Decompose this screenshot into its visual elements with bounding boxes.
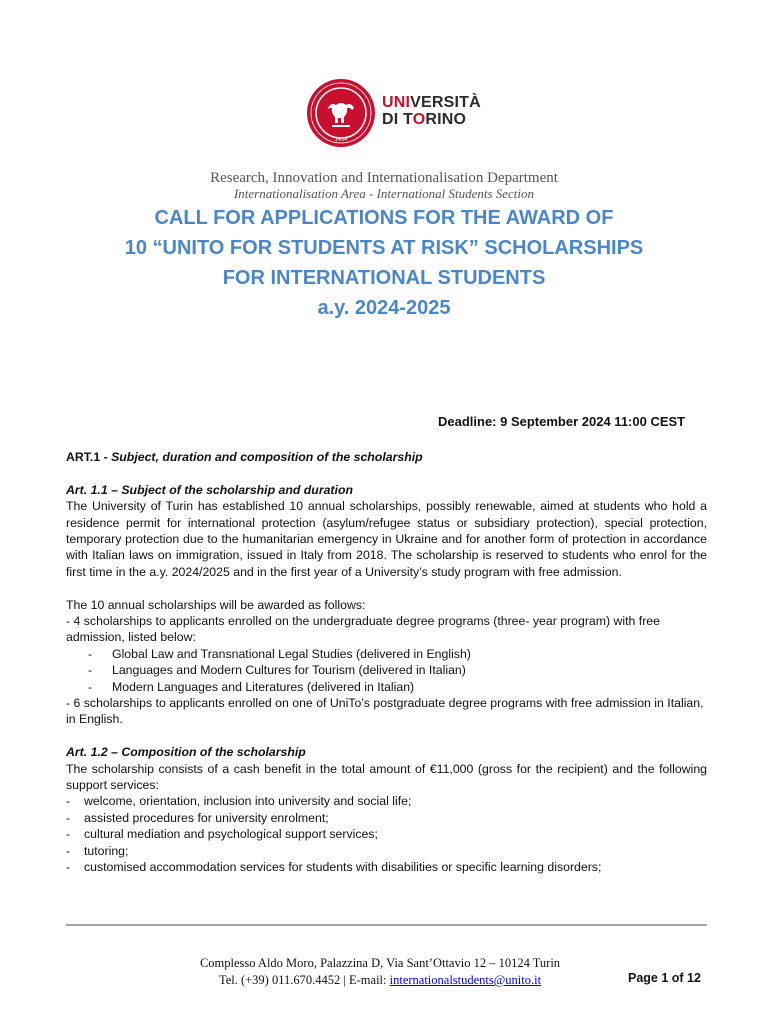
article-1-1-heading: Art. 1.1 – Subject of the scholarship and duration <box>66 482 353 497</box>
university-logo <box>306 78 766 148</box>
list-item: - Modern Languages and Literatures (delivered in Italian) <box>66 679 707 695</box>
department-header <box>0 170 768 201</box>
department-area: Internationalisation Area - International Students Section <box>233 186 535 201</box>
article-1-heading <box>66 449 707 465</box>
title-line-3: FOR INTERNATIONAL STUDENTS <box>222 267 546 289</box>
logo-uni: UNI <box>382 94 411 111</box>
program-list <box>66 646 707 695</box>
article-1-title: Subject, duration and composition of the scholarship <box>111 450 423 464</box>
logo-versita: VERSITÀ <box>410 94 481 111</box>
list-item: - assisted procedures for university enrolment; <box>66 810 707 826</box>
logo-di-t: DI T <box>382 111 413 128</box>
department-name: Research, Innovation and Internationalisation Department <box>210 170 558 186</box>
page-number: Page 1 of 12 <box>628 971 701 985</box>
undergrad-awards: - 4 scholarships to applicants enrolled on the undergraduate degree programs (three- year program) with free admission, listed below: <box>66 614 660 645</box>
footer-divider <box>66 924 707 926</box>
logo-rino: RINO <box>425 111 467 128</box>
list-item: - cultural mediation and psychological support services; <box>66 826 707 842</box>
list-item: - Global Law and Transnational Legal Studies (delivered in English) <box>66 646 707 662</box>
article-1-1-text: The University of Turin has established 10 annual scholarships, possibly renewable, aimed at students who hold a residence permit for international protection (asylum/refugee status or subsidiary protection), special protection, temporary protection due to the humanitarian emergency in Ukraine and for another form of protection in accordance with Italian laws on immigration, issued in Italy from 2018. The scholarship is reserved to students who enrol for the first time in the a.y. 2024/2025 and in the first year of a University’s study program with free admission. <box>66 499 707 579</box>
list-item: - Languages and Modern Cultures for Tourism (delivered in Italian) <box>66 662 707 678</box>
title-line-1: CALL FOR APPLICATIONS FOR THE AWARD OF <box>154 207 614 229</box>
footer-email-link[interactable]: internationalstudents@unito.it <box>389 973 542 987</box>
document-body <box>66 449 707 876</box>
article-1-2-text: The scholarship consists of a cash benefit in the total amount of €11,000 (gross for the recipient) and the following support services: <box>66 761 707 793</box>
seal-year: 1404 <box>334 137 348 143</box>
footer-contact <box>150 955 610 989</box>
list-item: - customised accommodation services for students with disabilities or specific learning disorders; <box>66 859 707 875</box>
footer-phone: Tel. (+39) 011.670.4452 | E-mail: <box>218 973 390 987</box>
logo-o: O <box>412 111 426 128</box>
award-intro: The 10 annual scholarships will be awarded as follows: <box>66 597 366 612</box>
document-title <box>0 203 768 323</box>
article-1-label: ART.1 - <box>66 450 112 464</box>
services-list <box>66 793 707 875</box>
title-line-4: a.y. 2024-2025 <box>317 297 451 319</box>
list-item: - welcome, orientation, inclusion into university and social life; <box>66 793 707 809</box>
footer-address: Complesso Aldo Moro, Palazzina D, Via Sant’Ottavio 12 – 10124 Turin <box>199 956 561 970</box>
deadline: Deadline: 9 September 2024 11:00 CEST <box>438 414 686 429</box>
title-line-2: 10 “UNITO FOR STUDENTS AT RISK” SCHOLARSHIPS <box>124 237 644 259</box>
university-seal-icon <box>306 78 376 148</box>
list-item: - tutoring; <box>66 843 707 859</box>
postgrad-awards: - 6 scholarships to applicants enrolled on one of UniTo’s postgraduate degree programs with free admission in Italian, in English. <box>66 696 704 727</box>
article-1-2-heading: Art. 1.2 – Composition of the scholarship <box>66 745 306 760</box>
logo-wordmark <box>382 94 481 128</box>
